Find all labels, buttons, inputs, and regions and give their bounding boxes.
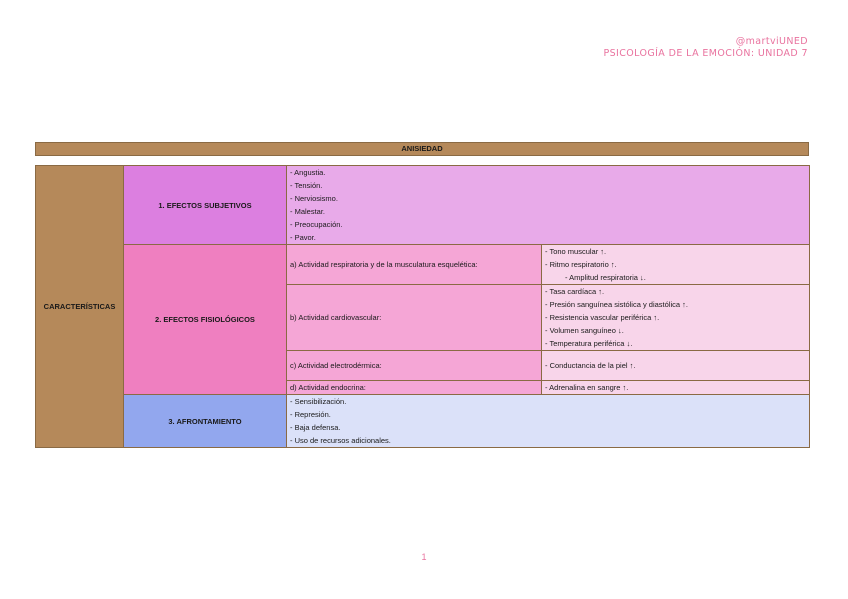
endocrine-activity-label: d) Actividad endocrina:	[287, 381, 542, 395]
list-item: - Tensión.	[290, 181, 323, 190]
endocrine-effects-list	[542, 381, 810, 395]
page-number: 1	[421, 552, 427, 562]
respiratory-effects-list	[542, 245, 810, 285]
cardiovascular-effects-list	[542, 285, 810, 351]
table-title: ANISIEDAD	[35, 142, 809, 156]
list-item: - Malestar.	[290, 207, 326, 216]
electrodermal-effects-list	[542, 351, 810, 381]
list-item: - Adrenalina en sangre ↑.	[545, 383, 629, 392]
list-item: - Uso de recursos adicionales.	[290, 436, 391, 445]
list-item: - Ritmo respiratorio ↑.	[545, 260, 617, 269]
list-item: - Temperatura periférica ↓.	[545, 339, 633, 348]
list-item: - Sensibilización.	[290, 397, 347, 406]
list-item: - Nerviosismo.	[290, 194, 338, 203]
physiological-effects-label: 2. EFECTOS FISIOLÓGICOS	[124, 245, 287, 395]
author-handle: @martviUNED	[735, 36, 808, 47]
coping-list	[287, 395, 810, 448]
list-item: - Baja defensa.	[290, 423, 341, 432]
list-item: - Presión sanguínea sistólica y diastólica ↑.	[545, 300, 688, 309]
list-item: - Volumen sanguíneo ↓.	[545, 326, 624, 335]
list-item: - Conductancia de la piel ↑.	[545, 361, 636, 370]
subject-title: PSICOLOGÍA DE LA EMOCIÓN: UNIDAD 7	[603, 48, 808, 59]
cardiovascular-activity-label: b) Actividad cardiovascular:	[287, 285, 542, 351]
list-item: - Tono muscular ↑.	[545, 247, 607, 256]
document-header	[603, 36, 808, 60]
list-item: - Preocupación.	[290, 220, 343, 229]
subjective-effects-label: 1. EFECTOS SUBJETIVOS	[124, 166, 287, 245]
subjective-effects-list	[287, 166, 810, 245]
respiratory-activity-label: a) Actividad respiratoria y de la musculatura esquelética:	[287, 245, 542, 285]
characteristics-table	[35, 165, 810, 448]
list-item: - Pavor.	[290, 233, 316, 242]
row-label-characteristics: CARACTERÍSTICAS	[36, 166, 124, 448]
list-item: - Represión.	[290, 410, 331, 419]
coping-label: 3. AFRONTAMIENTO	[124, 395, 287, 448]
list-item: - Angustia.	[290, 168, 326, 177]
electrodermal-activity-label: c) Actividad electrodérmica:	[287, 351, 542, 381]
list-item: - Amplitud respiratoria ↓.	[565, 273, 646, 282]
list-item: - Tasa cardíaca ↑.	[545, 287, 605, 296]
list-item: - Resistencia vascular periférica ↑.	[545, 313, 660, 322]
